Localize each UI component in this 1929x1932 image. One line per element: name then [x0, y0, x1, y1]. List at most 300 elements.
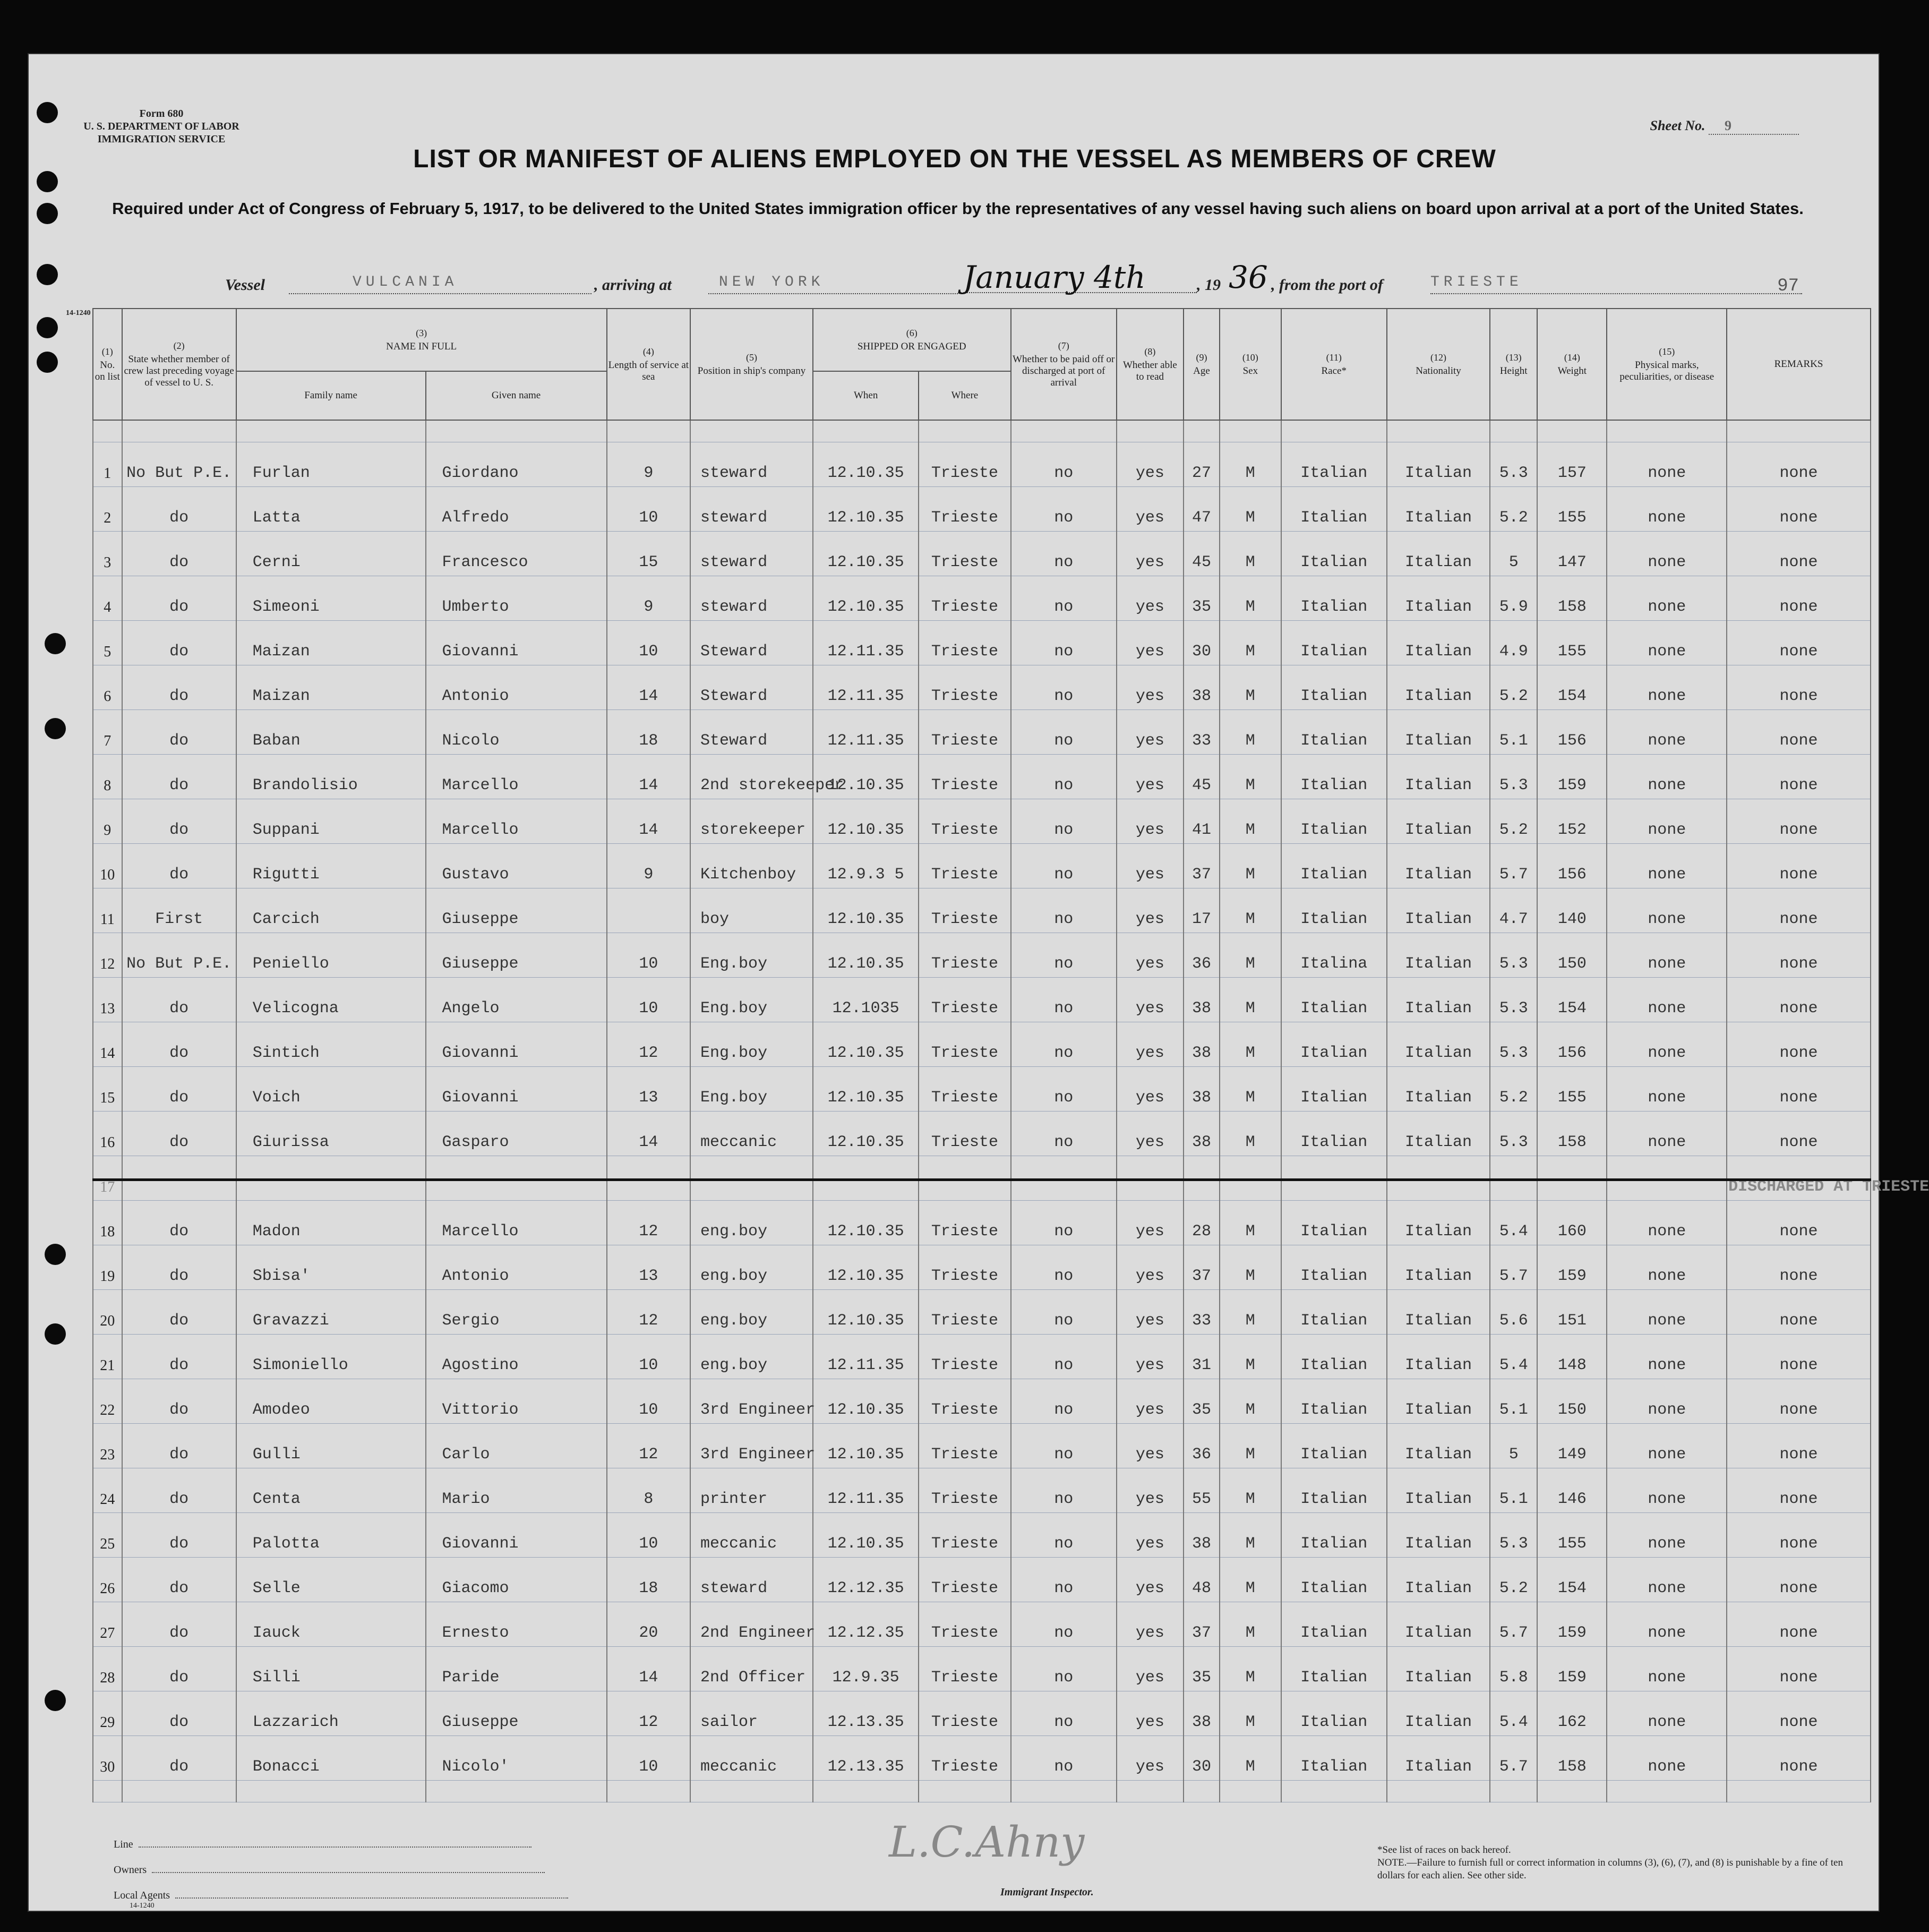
cell-row-number: 23	[93, 1424, 122, 1468]
cell-service-length: 14	[607, 665, 690, 710]
cell-weight: 154	[1537, 978, 1607, 1022]
cell-nationality: Italian	[1387, 799, 1490, 844]
cell-height: 5.2	[1490, 1067, 1537, 1112]
cell-previous-voyage: First	[122, 888, 236, 933]
vessel-line	[82, 259, 1834, 303]
cell-height: 5.1	[1490, 1468, 1537, 1513]
cell-previous-voyage: do	[122, 1513, 236, 1558]
cell-row-number: 5	[93, 621, 122, 665]
cell-given-name: Marcello	[426, 1201, 607, 1245]
cell-given-name: Mario	[426, 1468, 607, 1513]
cell-remarks: none	[1727, 1468, 1871, 1513]
col-header-weight: (14) Weight	[1537, 309, 1607, 420]
cell-given-name: Giuseppe	[426, 1691, 607, 1736]
cell-shipped-where: Trieste	[919, 1691, 1010, 1736]
cell-nationality: Italian	[1387, 1558, 1490, 1602]
cell-family-name: Baban	[236, 710, 426, 755]
cell-service-length: 14	[607, 755, 690, 799]
cell-sex: M	[1220, 487, 1281, 532]
cell-shipped-where: Trieste	[919, 710, 1010, 755]
cell-given-name: Giordano	[426, 442, 607, 487]
cell-race: Italian	[1281, 1424, 1387, 1468]
cell-weight: 159	[1537, 1245, 1607, 1290]
cell-row-number: 3	[93, 532, 122, 576]
table-row	[93, 1647, 1871, 1691]
cell-sex: M	[1220, 1647, 1281, 1691]
cell-family-name: Furlan	[236, 442, 426, 487]
arrival-port: NEW YORK	[708, 274, 958, 294]
cell-given-name: Giacomo	[426, 1558, 607, 1602]
vessel-label: Vessel	[225, 276, 265, 294]
cell-paid-off: no	[1011, 1647, 1117, 1691]
cell-weight: 155	[1537, 1067, 1607, 1112]
cell-position: eng.boy	[690, 1245, 813, 1290]
cell-able-to-read: yes	[1117, 576, 1184, 621]
cell-sex: M	[1220, 1112, 1281, 1156]
cell-able-to-read: yes	[1117, 1424, 1184, 1468]
cell-given-name: Ernesto	[426, 1602, 607, 1647]
sheet-number-label: Sheet No.	[1650, 118, 1705, 133]
cell-height: 5.7	[1490, 844, 1537, 888]
cell-physical-marks: none	[1607, 1067, 1727, 1112]
cell-age: 38	[1184, 978, 1220, 1022]
cell-shipped-when: 12.10.35	[813, 1067, 919, 1112]
cell-height: 5.4	[1490, 1691, 1537, 1736]
cell-position: steward	[690, 576, 813, 621]
cell-row-number: 4	[93, 576, 122, 621]
cell-shipped-when: 12.11.35	[813, 1468, 919, 1513]
cell-shipped-when: 12.10.35	[813, 933, 919, 978]
cell-age: 38	[1184, 1691, 1220, 1736]
punch-hole	[45, 1244, 66, 1265]
cell-able-to-read: yes	[1117, 1647, 1184, 1691]
cell-weight: 155	[1537, 621, 1607, 665]
cell-physical-marks: none	[1607, 1245, 1727, 1290]
cell-able-to-read: yes	[1117, 710, 1184, 755]
cell-able-to-read: yes	[1117, 799, 1184, 844]
cell-shipped-when: 12.13.35	[813, 1736, 919, 1781]
cell-family-name: Brandolisio	[236, 755, 426, 799]
cell-race: Italian	[1281, 487, 1387, 532]
cell-physical-marks: none	[1607, 755, 1727, 799]
cell-weight: 159	[1537, 1647, 1607, 1691]
cell-height: 5.8	[1490, 1647, 1537, 1691]
cell-remarks: none	[1727, 1513, 1871, 1558]
cell-family-name: Madon	[236, 1201, 426, 1245]
cell-nationality: Italian	[1387, 933, 1490, 978]
cell-physical-marks: none	[1607, 710, 1727, 755]
cell-able-to-read: yes	[1117, 1335, 1184, 1379]
cell-physical-marks: none	[1607, 1647, 1727, 1691]
cell-previous-voyage: do	[122, 1245, 236, 1290]
table-row	[93, 1156, 1871, 1201]
cell-height: 5	[1490, 532, 1537, 576]
cell-paid-off: no	[1011, 1691, 1117, 1736]
cell-nationality: Italian	[1387, 978, 1490, 1022]
table-row	[93, 1558, 1871, 1602]
cell-able-to-read: yes	[1117, 665, 1184, 710]
cell-family-name: Velicogna	[236, 978, 426, 1022]
cell-height: 5.7	[1490, 1602, 1537, 1647]
cell-weight: 156	[1537, 844, 1607, 888]
table-row	[93, 1112, 1871, 1156]
cell-previous-voyage: do	[122, 1647, 236, 1691]
cell-remarks: none	[1727, 576, 1871, 621]
cell-family-name: Cerni	[236, 532, 426, 576]
cell-family-name: Iauck	[236, 1602, 426, 1647]
cell-paid-off: no	[1011, 1558, 1117, 1602]
cell-paid-off: no	[1011, 665, 1117, 710]
table-row	[93, 844, 1871, 888]
cell-physical-marks: none	[1607, 799, 1727, 844]
cell-sex: M	[1220, 1290, 1281, 1335]
cell-physical-marks: none	[1607, 1424, 1727, 1468]
footnotes	[1377, 1844, 1855, 1882]
form-header	[82, 107, 241, 146]
cell-able-to-read: yes	[1117, 844, 1184, 888]
cell-shipped-where: Trieste	[919, 487, 1010, 532]
cell-service-length: 18	[607, 1558, 690, 1602]
cell-age: 30	[1184, 621, 1220, 665]
cell-race: Italian	[1281, 1245, 1387, 1290]
cell-position: Eng.boy	[690, 933, 813, 978]
cell-given-name: Angelo	[426, 978, 607, 1022]
cell-previous-voyage: do	[122, 710, 236, 755]
cell-shipped-when: 12.10.35	[813, 1022, 919, 1067]
cell-position: meccanic	[690, 1112, 813, 1156]
cell-race: Italina	[1281, 933, 1387, 978]
manifest-sheet	[28, 53, 1929, 1912]
cell-height: 5	[1490, 1424, 1537, 1468]
cell-row-number: 18	[93, 1201, 122, 1245]
cell-previous-voyage: do	[122, 1335, 236, 1379]
table-row	[93, 978, 1871, 1022]
table-row	[93, 1201, 1871, 1245]
cell-height: 5.2	[1490, 799, 1537, 844]
cell-remarks: none	[1727, 888, 1871, 933]
cell-sex: M	[1220, 532, 1281, 576]
cell-given-name: Giovanni	[426, 621, 607, 665]
cell-given-name: Francesco	[426, 532, 607, 576]
cell-shipped-when: 12.11.35	[813, 621, 919, 665]
cell-position: Steward	[690, 621, 813, 665]
cell-nationality: Italian	[1387, 532, 1490, 576]
punch-hole	[37, 102, 58, 123]
table-row	[93, 710, 1871, 755]
cell-weight: 150	[1537, 933, 1607, 978]
cell-family-name: Maizan	[236, 665, 426, 710]
cell-able-to-read: yes	[1117, 978, 1184, 1022]
cell-shipped-where: Trieste	[919, 1112, 1010, 1156]
cell-able-to-read: yes	[1117, 1022, 1184, 1067]
inspector-label: Immigrant Inspector.	[1000, 1886, 1094, 1898]
cell-shipped-where: Trieste	[919, 1067, 1010, 1112]
cell-remarks: none	[1727, 1201, 1871, 1245]
col-header-height: (13) Height	[1490, 309, 1537, 420]
cell-shipped-where: Trieste	[919, 1558, 1010, 1602]
cell-able-to-read: yes	[1117, 1379, 1184, 1424]
cell-able-to-read: yes	[1117, 1468, 1184, 1513]
cell-height: 5.3	[1490, 755, 1537, 799]
cell-row-number: 29	[93, 1691, 122, 1736]
cell-sex: M	[1220, 1022, 1281, 1067]
year-prefix: , 19	[1197, 276, 1221, 294]
cell-shipped-when: 12.9.35	[813, 1647, 919, 1691]
cell-paid-off: no	[1011, 1513, 1117, 1558]
cell-previous-voyage: do	[122, 844, 236, 888]
cell-nationality: Italian	[1387, 1647, 1490, 1691]
cell-race: Italian	[1281, 844, 1387, 888]
cell-height: 5.2	[1490, 1558, 1537, 1602]
punch-hole	[45, 1323, 66, 1345]
cell-previous-voyage: do	[122, 487, 236, 532]
cell-previous-voyage: do	[122, 1067, 236, 1112]
cell-physical-marks: none	[1607, 1290, 1727, 1335]
cell-family-name: Silli	[236, 1647, 426, 1691]
table-row	[93, 665, 1871, 710]
cell-height: 5.3	[1490, 442, 1537, 487]
cell-able-to-read: yes	[1117, 1736, 1184, 1781]
cell-race: Italian	[1281, 755, 1387, 799]
cell-shipped-where: Trieste	[919, 1736, 1010, 1781]
cell-age: 17	[1184, 888, 1220, 933]
table-row	[93, 1022, 1871, 1067]
cell-weight: 158	[1537, 1736, 1607, 1781]
table-row	[93, 933, 1871, 978]
cell-previous-voyage: do	[122, 1468, 236, 1513]
cell-sex: M	[1220, 1067, 1281, 1112]
cell-race: Italian	[1281, 1201, 1387, 1245]
cell-sex: M	[1220, 621, 1281, 665]
cell-physical-marks: none	[1607, 1691, 1727, 1736]
cell-weight	[1537, 1156, 1607, 1201]
cell-given-name: Giovanni	[426, 1513, 607, 1558]
cell-family-name: Latta	[236, 487, 426, 532]
cell-nationality: Italian	[1387, 1335, 1490, 1379]
form-number: Form 680	[139, 108, 184, 119]
cell-paid-off: no	[1011, 844, 1117, 888]
cell-age: 30	[1184, 1736, 1220, 1781]
cell-nationality: Italian	[1387, 1067, 1490, 1112]
cell-service-length: 12	[607, 1201, 690, 1245]
cell-position: Steward	[690, 710, 813, 755]
cell-sex: M	[1220, 1379, 1281, 1424]
cell-service-length: 20	[607, 1602, 690, 1647]
cell-shipped-where: Trieste	[919, 1379, 1010, 1424]
table-row	[93, 799, 1871, 844]
cell-sex: M	[1220, 1424, 1281, 1468]
cell-age: 37	[1184, 1245, 1220, 1290]
cell-sex: M	[1220, 755, 1281, 799]
cell-height: 5.2	[1490, 487, 1537, 532]
cell-previous-voyage: do	[122, 665, 236, 710]
cell-age: 35	[1184, 576, 1220, 621]
cell-row-number: 14	[93, 1022, 122, 1067]
cell-remarks: none	[1727, 1022, 1871, 1067]
cell-service-length: 14	[607, 1112, 690, 1156]
cell-shipped-when: 12.11.35	[813, 710, 919, 755]
crew-rows	[93, 420, 1929, 1802]
cell-family-name: Suppani	[236, 799, 426, 844]
cell-weight: 140	[1537, 888, 1607, 933]
cell-paid-off: no	[1011, 799, 1117, 844]
cell-age: 45	[1184, 532, 1220, 576]
cell-paid-off: no	[1011, 1201, 1117, 1245]
cell-height: 5.7	[1490, 1245, 1537, 1290]
cell-given-name: Nicolo'	[426, 1736, 607, 1781]
table-row	[93, 1067, 1871, 1112]
cell-family-name: Maizan	[236, 621, 426, 665]
cell-able-to-read: yes	[1117, 442, 1184, 487]
cell-paid-off: no	[1011, 710, 1117, 755]
table-row	[93, 1379, 1871, 1424]
cell-height: 5.4	[1490, 1335, 1537, 1379]
cell-height: 5.3	[1490, 933, 1537, 978]
cell-service-length: 9	[607, 844, 690, 888]
cell-height: 5.4	[1490, 1201, 1537, 1245]
cell-position: Steward	[690, 665, 813, 710]
cell-given-name: Paride	[426, 1647, 607, 1691]
cell-family-name: Gulli	[236, 1424, 426, 1468]
cell-service-length: 10	[607, 1513, 690, 1558]
cell-weight: 152	[1537, 799, 1607, 844]
cell-family-name: Carcich	[236, 888, 426, 933]
col-header-previous-voyage: (2) State whether member of crew last preceding voyage of vessel to U. S.	[122, 309, 236, 420]
cell-service-length: 15	[607, 532, 690, 576]
cell-paid-off: no	[1011, 1022, 1117, 1067]
cell-race: Italian	[1281, 665, 1387, 710]
cell-family-name: Palotta	[236, 1513, 426, 1558]
cell-nationality: Italian	[1387, 888, 1490, 933]
table-row	[93, 1424, 1871, 1468]
cell-shipped-where: Trieste	[919, 576, 1010, 621]
cell-remarks: none	[1727, 665, 1871, 710]
cell-shipped-when: 12.10.35	[813, 442, 919, 487]
line-field: Line	[114, 1839, 531, 1851]
cell-physical-marks: none	[1607, 1468, 1727, 1513]
cell-physical-marks: none	[1607, 1513, 1727, 1558]
races-note: *See list of races on back hereof.	[1377, 1844, 1511, 1856]
cell-shipped-when: 12.10.35	[813, 1513, 919, 1558]
cell-able-to-read: yes	[1117, 755, 1184, 799]
cell-age: 37	[1184, 844, 1220, 888]
cell-service-length: 13	[607, 1245, 690, 1290]
cell-row-number: 13	[93, 978, 122, 1022]
cell-shipped-when	[813, 1156, 919, 1201]
cell-weight: 154	[1537, 665, 1607, 710]
cell-height	[1490, 1156, 1537, 1201]
cell-position: printer	[690, 1468, 813, 1513]
cell-remarks: none	[1727, 1379, 1871, 1424]
local-agents-field: Local Agents 14-1240	[114, 1890, 568, 1910]
cell-race: Italian	[1281, 1647, 1387, 1691]
cell-race: Italian	[1281, 1513, 1387, 1558]
col-header-paid-off: (7) Whether to be paid off or discharged at port of arrival	[1011, 309, 1117, 420]
cell-shipped-when: 12.10.35	[813, 576, 919, 621]
cell-previous-voyage: do	[122, 1201, 236, 1245]
cell-nationality: Italian	[1387, 1245, 1490, 1290]
cell-previous-voyage: No But P.E.	[122, 933, 236, 978]
cell-physical-marks: none	[1607, 665, 1727, 710]
cell-previous-voyage: do	[122, 755, 236, 799]
cell-given-name: Alfredo	[426, 487, 607, 532]
cell-nationality: Italian	[1387, 1424, 1490, 1468]
cell-able-to-read: yes	[1117, 1558, 1184, 1602]
cell-weight: 148	[1537, 1335, 1607, 1379]
cell-sex: M	[1220, 844, 1281, 888]
cell-position: steward	[690, 532, 813, 576]
cell-row-number: 1	[93, 442, 122, 487]
col-header-name: (3) NAME IN FULL	[236, 309, 607, 371]
cell-weight: 158	[1537, 1112, 1607, 1156]
cell-service-length: 12	[607, 1290, 690, 1335]
cell-family-name: Voich	[236, 1067, 426, 1112]
cell-family-name: Rigutti	[236, 844, 426, 888]
cell-paid-off: no	[1011, 755, 1117, 799]
cell-family-name: Amodeo	[236, 1379, 426, 1424]
cell-able-to-read: yes	[1117, 1513, 1184, 1558]
cell-shipped-when: 12.10.35	[813, 487, 919, 532]
cell-row-number: 26	[93, 1558, 122, 1602]
cell-given-name: Marcello	[426, 755, 607, 799]
cell-age: 38	[1184, 1067, 1220, 1112]
punch-hole	[45, 633, 66, 654]
table-row	[93, 1602, 1871, 1647]
cell-height: 5.1	[1490, 710, 1537, 755]
cell-nationality: Italian	[1387, 621, 1490, 665]
cell-weight: 154	[1537, 1558, 1607, 1602]
cell-previous-voyage: do	[122, 799, 236, 844]
cell-shipped-where: Trieste	[919, 1335, 1010, 1379]
cell-row-number: 10	[93, 844, 122, 888]
cell-previous-voyage: do	[122, 1022, 236, 1067]
cell-weight: 151	[1537, 1290, 1607, 1335]
cell-race: Italian	[1281, 532, 1387, 576]
cell-shipped-where: Trieste	[919, 665, 1010, 710]
cell-service-length: 18	[607, 710, 690, 755]
subtitle: Required under Act of Congress of February 5, 1917, to be delivered to the United States immigration officer by the representatives of any vessel having such aliens on board upon arrival at a port of the United States.	[112, 199, 1804, 218]
cell-race: Italian	[1281, 1602, 1387, 1647]
cell-nationality: Italian	[1387, 1691, 1490, 1736]
cell-position: eng.boy	[690, 1290, 813, 1335]
col-header-read: (8) Whether able to read	[1117, 309, 1184, 420]
col-header-age: (9) Age	[1184, 309, 1220, 420]
cell-service-length: 10	[607, 621, 690, 665]
cell-family-name: Lazzarich	[236, 1691, 426, 1736]
cell-race: Italian	[1281, 1736, 1387, 1781]
cell-race: Italian	[1281, 442, 1387, 487]
cell-remarks: none	[1727, 621, 1871, 665]
cell-race: Italian	[1281, 710, 1387, 755]
cell-shipped-when: 12.10.35	[813, 1112, 919, 1156]
cell-service-length: 12	[607, 1691, 690, 1736]
cell-previous-voyage: do	[122, 1424, 236, 1468]
cell-paid-off: no	[1011, 487, 1117, 532]
cell-physical-marks	[1607, 1156, 1727, 1201]
cell-service-length: 8	[607, 1468, 690, 1513]
cell-family-name: Peniello	[236, 933, 426, 978]
cell-height: 5.3	[1490, 1022, 1537, 1067]
cell-physical-marks: none	[1607, 1201, 1727, 1245]
cell-shipped-where: Trieste	[919, 532, 1010, 576]
page-title: LIST OR MANIFEST OF ALIENS EMPLOYED ON THE VESSEL AS MEMBERS OF CREW	[413, 145, 1496, 173]
cell-height: 4.9	[1490, 621, 1537, 665]
cell-shipped-where: Trieste	[919, 621, 1010, 665]
cell-race: Italian	[1281, 1112, 1387, 1156]
cell-able-to-read: yes	[1117, 1290, 1184, 1335]
owners-field: Owners	[114, 1864, 545, 1876]
cell-physical-marks: none	[1607, 576, 1727, 621]
